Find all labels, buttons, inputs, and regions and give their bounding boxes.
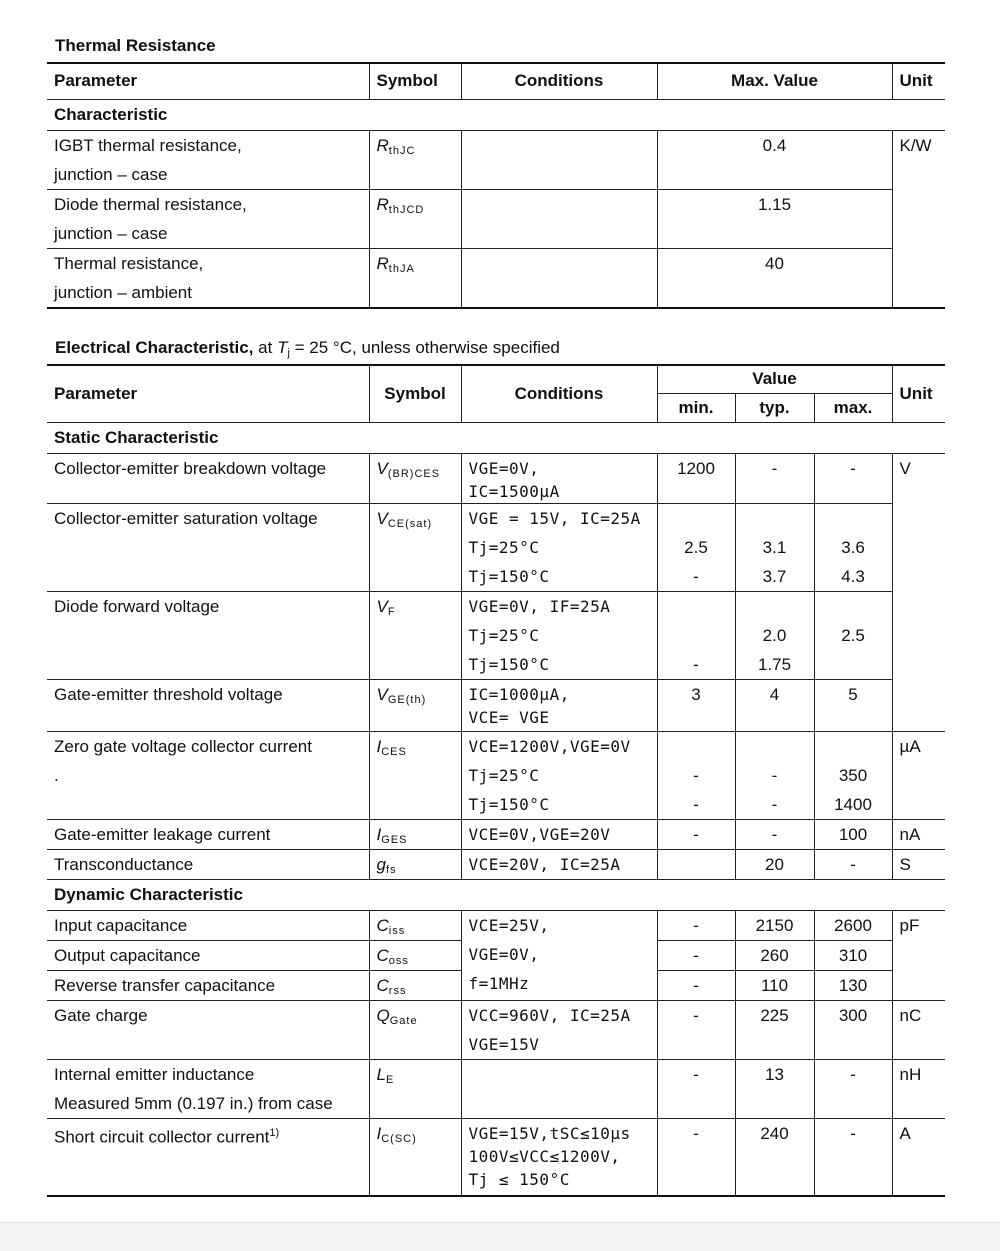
- unit-text: V: [899, 458, 911, 478]
- condition-text: IC=1500µA: [468, 481, 560, 501]
- unit-text: A: [899, 1123, 911, 1143]
- symbol-subscript: thJA: [388, 262, 415, 275]
- max-text: -: [850, 1064, 856, 1084]
- max-value-text: 40: [765, 253, 784, 273]
- unit-text: nC: [899, 1005, 922, 1025]
- header-conditions: Conditions: [461, 365, 657, 422]
- condition-text: VGE=0V, IF=25A: [468, 596, 611, 616]
- parameter-text: Measured 5mm (0.197 in.) from case: [54, 1093, 333, 1113]
- parameter-cell: [47, 189, 369, 248]
- condition-text: VCC=960V, IC=25A: [468, 1005, 631, 1025]
- min-text: -: [693, 945, 699, 965]
- max-text: -: [850, 1123, 856, 1143]
- symbol-text: R: [376, 253, 389, 273]
- unit-text: µA: [899, 736, 921, 756]
- symbol-subscript: CES: [381, 745, 407, 758]
- unit-text: K/W: [899, 135, 932, 155]
- max-value-text: 0.4: [762, 135, 787, 155]
- max-text: 3.6: [841, 537, 865, 557]
- max-cell: [814, 940, 892, 970]
- typ-text: 240: [760, 1123, 789, 1143]
- max-text: 310: [838, 945, 868, 965]
- max-cell: [814, 591, 892, 679]
- table-row: [47, 591, 945, 679]
- condition-text: VCE=1200V,VGE=0V: [468, 736, 631, 756]
- condition-text: VGE = 15V, IC=25A: [468, 508, 641, 528]
- conditions-cell: [461, 453, 657, 503]
- typ-cell: [735, 910, 814, 940]
- min-cell: [657, 1059, 735, 1118]
- condition-text: VCE=0V,VGE=20V: [468, 824, 611, 844]
- parameter-text: IGBT thermal resistance,: [54, 135, 242, 155]
- max-text: 2.5: [841, 625, 865, 645]
- header-value: Value: [657, 365, 892, 393]
- unit-text: nH: [899, 1064, 922, 1084]
- parameter-cell: [47, 248, 369, 308]
- parameter-cell: [47, 849, 369, 879]
- conditions-cell: [461, 819, 657, 849]
- parameter-text: junction – case: [54, 223, 168, 243]
- typ-text: 13: [765, 1064, 784, 1084]
- typ-text: 4: [769, 684, 780, 704]
- max-text: 1400: [834, 794, 872, 814]
- symbol-text: R: [376, 194, 389, 214]
- typ-text: -: [771, 458, 778, 478]
- header-conditions: Conditions: [461, 63, 657, 99]
- parameter-cell: [47, 1000, 369, 1059]
- symbol-text: C: [376, 915, 389, 935]
- min-text: -: [693, 566, 699, 586]
- condition-text: Tj=150°C: [468, 794, 550, 814]
- min-text: -: [693, 794, 699, 814]
- parameter-text: Collector-emitter breakdown voltage: [54, 458, 327, 478]
- symbol-cell: [369, 503, 461, 591]
- conditions-cell: [461, 1000, 657, 1059]
- symbol-subscript: Gate: [389, 1014, 418, 1027]
- unit-cell: [892, 453, 945, 731]
- condition-text: VCE=25V,: [468, 915, 550, 935]
- condition-text: f=1MHz: [468, 973, 530, 993]
- symbol-text: L: [376, 1064, 386, 1084]
- min-cell: [657, 940, 735, 970]
- table-row: [47, 189, 945, 248]
- parameter-cell: [47, 503, 369, 591]
- table-row: [47, 679, 945, 731]
- symbol-cell: [369, 248, 461, 308]
- condition-text: 100V≤VCC≤1200V,: [468, 1146, 621, 1166]
- conditions-cell: [461, 503, 657, 591]
- category-label: Characteristic: [54, 104, 168, 124]
- parameter-cell: [47, 731, 369, 819]
- condition-text: Tj=25°C: [468, 625, 540, 645]
- min-text: -: [693, 765, 699, 785]
- min-text: -: [693, 824, 699, 844]
- symbol-subscript: CE(sat): [387, 517, 433, 530]
- symbol-text: C: [376, 975, 389, 995]
- conditions-cell: [461, 1059, 657, 1118]
- parameter-text: junction – ambient: [54, 282, 192, 302]
- parameter-cell: [47, 970, 369, 1000]
- unit-text: pF: [899, 915, 920, 935]
- symbol-text: R: [376, 135, 389, 155]
- unit-cell: [892, 731, 945, 819]
- unit-cell: [892, 1000, 945, 1059]
- max-cell: [814, 910, 892, 940]
- symbol-text: V: [376, 458, 388, 478]
- category-row: [47, 879, 945, 910]
- parameter-cell: [47, 591, 369, 679]
- typ-text: -: [771, 794, 778, 814]
- min-text: -: [693, 1005, 699, 1025]
- parameter-text: junction – case: [54, 164, 168, 184]
- max-cell: [814, 1059, 892, 1118]
- unit-cell: [892, 849, 945, 879]
- symbol-subscript: iss: [388, 924, 406, 937]
- header-max-value: Max. Value: [657, 63, 892, 99]
- parameter-cell: [47, 819, 369, 849]
- parameter-text: Transconductance: [54, 854, 194, 874]
- unit-cell: [892, 819, 945, 849]
- symbol-subscript: F: [387, 605, 396, 618]
- max-cell: [814, 1000, 892, 1059]
- max-cell: [814, 970, 892, 1000]
- min-text: -: [693, 1123, 699, 1143]
- parameter-cell: [47, 940, 369, 970]
- typ-cell: [735, 591, 814, 679]
- symbol-cell: [369, 679, 461, 731]
- electrical-header-row: [47, 365, 945, 393]
- category-label: Static Characteristic: [54, 427, 219, 447]
- symbol-cell: [369, 1118, 461, 1196]
- parameter-cell: [47, 679, 369, 731]
- typ-text: -: [771, 765, 778, 785]
- min-cell: [657, 910, 735, 940]
- typ-text: 2.0: [762, 625, 787, 645]
- max-text: 300: [838, 1005, 868, 1025]
- condition-text: Tj=150°C: [468, 654, 550, 674]
- max-text: 350: [838, 765, 868, 785]
- title-tj-sub: j: [287, 347, 290, 359]
- parameter-cell: [47, 910, 369, 940]
- typ-cell: [735, 819, 814, 849]
- conditions-cell: [461, 1118, 657, 1196]
- condition-text: VGE=15V,tSC≤10µs: [468, 1123, 631, 1143]
- typ-cell: [735, 731, 814, 819]
- table-row: [47, 910, 945, 940]
- max-cell: [814, 1118, 892, 1196]
- parameter-text: Diode forward voltage: [54, 596, 220, 616]
- table-row: [47, 731, 945, 819]
- symbol-text: g: [376, 854, 386, 874]
- parameter-text: Short circuit collector current: [54, 1127, 270, 1147]
- condition-text: Tj=25°C: [468, 765, 540, 785]
- category-row: [47, 422, 945, 453]
- min-text: 2.5: [684, 537, 708, 557]
- parameter-cell: [47, 130, 369, 189]
- typ-cell: [735, 1000, 814, 1059]
- conditions-cell: [461, 591, 657, 679]
- symbol-cell: [369, 1000, 461, 1059]
- min-text: -: [693, 654, 699, 674]
- category-row: [47, 99, 945, 130]
- conditions-cell: [461, 731, 657, 819]
- thermal-section-title: Thermal Resistance: [55, 36, 216, 55]
- max-cell: [814, 503, 892, 591]
- parameter-cell: [47, 1118, 369, 1196]
- symbol-subscript: C(SC): [381, 1132, 417, 1145]
- typ-text: 1.75: [757, 654, 792, 674]
- max-text: 130: [838, 975, 868, 995]
- min-cell: [657, 503, 735, 591]
- symbol-subscript: oss: [388, 954, 409, 967]
- max-cell: [814, 453, 892, 503]
- parameter-text: Gate charge: [54, 1005, 148, 1025]
- min-cell: [657, 970, 735, 1000]
- thermal-header-row: [47, 63, 945, 99]
- min-cell: [657, 591, 735, 679]
- symbol-cell: [369, 849, 461, 879]
- conditions-cell: [461, 849, 657, 879]
- unit-cell: [892, 130, 945, 308]
- condition-text: VGE=0V,: [468, 944, 540, 964]
- parameter-text: Collector-emitter saturation voltage: [54, 508, 318, 528]
- electrical-section-title: [55, 338, 560, 359]
- min-text: 3: [691, 684, 701, 704]
- symbol-text: V: [376, 684, 388, 704]
- condition-text: IC=1000µA,: [468, 684, 570, 704]
- typ-text: -: [771, 824, 778, 844]
- typ-cell: [735, 940, 814, 970]
- table-row: [47, 1059, 945, 1118]
- symbol-text: I: [376, 736, 382, 756]
- typ-cell: [735, 503, 814, 591]
- max-text: 100: [838, 824, 868, 844]
- condition-text: VGE=0V,: [468, 458, 540, 478]
- symbol-cell: [369, 453, 461, 503]
- header-symbol: Symbol: [369, 365, 461, 422]
- min-text: -: [693, 915, 699, 935]
- parameter-text: Output capacitance: [54, 945, 201, 965]
- max-cell: [814, 849, 892, 879]
- symbol-subscript: thJCD: [388, 203, 425, 216]
- footnote-marker: 1): [269, 1126, 280, 1139]
- parameter-text: Diode thermal resistance,: [54, 194, 247, 214]
- symbol-subscript: GE(th): [387, 693, 427, 706]
- parameter-text: Internal emitter inductance: [54, 1064, 255, 1084]
- min-cell: [657, 1000, 735, 1059]
- conditions-cell: [461, 910, 657, 1000]
- unit-cell: [892, 910, 945, 1000]
- symbol-text: V: [376, 508, 388, 528]
- table-row: [47, 130, 945, 189]
- unit-text: nA: [899, 824, 921, 844]
- symbol-cell: [369, 940, 461, 970]
- header-max: max.: [814, 393, 892, 422]
- max-text: 2600: [834, 915, 872, 935]
- header-unit: Unit: [892, 365, 945, 422]
- symbol-cell: [369, 189, 461, 248]
- table-row: [47, 849, 945, 879]
- max-value-cell: [657, 189, 892, 248]
- min-text: -: [693, 1064, 699, 1084]
- table-row: [47, 819, 945, 849]
- parameter-text: .: [54, 765, 59, 785]
- symbol-subscript: thJC: [388, 144, 416, 157]
- conditions-cell: [461, 248, 657, 308]
- symbol-subscript: (BR)CES: [387, 467, 441, 480]
- typ-text: 3.7: [762, 566, 787, 586]
- min-cell: [657, 1118, 735, 1196]
- header-parameter: Parameter: [54, 71, 138, 91]
- unit-cell: [892, 1118, 945, 1196]
- symbol-cell: [369, 970, 461, 1000]
- min-cell: [657, 819, 735, 849]
- max-value-cell: [657, 248, 892, 308]
- min-cell: [657, 731, 735, 819]
- symbol-subscript: GES: [381, 833, 408, 846]
- thermal-table: [47, 62, 945, 309]
- table-row: [47, 248, 945, 308]
- typ-cell: [735, 849, 814, 879]
- unit-cell: [892, 1059, 945, 1118]
- title-bold: Electrical Characteristic,: [55, 338, 254, 357]
- header-min: min.: [657, 393, 735, 422]
- condition-text: Tj=25°C: [468, 537, 540, 557]
- conditions-cell: [461, 189, 657, 248]
- unit-text: S: [899, 854, 911, 874]
- min-cell: [657, 453, 735, 503]
- symbol-cell: [369, 591, 461, 679]
- header-unit: Unit: [892, 63, 945, 99]
- parameter-text: Thermal resistance,: [54, 253, 204, 273]
- condition-text: VCE= VGE: [468, 707, 550, 727]
- symbol-text: Q: [376, 1005, 390, 1025]
- parameter-cell: [47, 453, 369, 503]
- category-label: Dynamic Characteristic: [54, 884, 243, 904]
- parameter-text: Input capacitance: [54, 915, 188, 935]
- typ-cell: [735, 679, 814, 731]
- condition-text: Tj ≤ 150°C: [468, 1169, 570, 1189]
- parameter-cell: [47, 1059, 369, 1118]
- typ-text: 260: [760, 945, 789, 965]
- symbol-subscript: rss: [388, 984, 407, 997]
- max-text: 4.3: [841, 566, 865, 586]
- min-cell: [657, 849, 735, 879]
- title-text: = 25 °C, unless otherwise specified: [289, 338, 560, 357]
- conditions-cell: [461, 130, 657, 189]
- min-text: -: [693, 975, 699, 995]
- symbol-text: I: [376, 1123, 382, 1143]
- symbol-text: I: [376, 824, 382, 844]
- table-row: [47, 1118, 945, 1196]
- parameter-text: Zero gate voltage collector current: [54, 736, 312, 756]
- max-cell: [814, 679, 892, 731]
- table-row: [47, 1000, 945, 1059]
- symbol-subscript: E: [385, 1073, 395, 1086]
- symbol-cell: [369, 731, 461, 819]
- symbol-subscript: fs: [385, 863, 397, 876]
- typ-cell: [735, 1118, 814, 1196]
- symbol-cell: [369, 130, 461, 189]
- parameter-text: Gate-emitter leakage current: [54, 824, 271, 844]
- max-text: -: [850, 458, 856, 478]
- max-text: -: [850, 854, 856, 874]
- typ-text: 3.1: [762, 537, 787, 557]
- typ-cell: [735, 970, 814, 1000]
- symbol-text: C: [376, 945, 389, 965]
- symbol-text: V: [376, 596, 388, 616]
- typ-text: 110: [760, 975, 789, 995]
- table-row: [47, 503, 945, 591]
- condition-text: VGE=15V: [468, 1034, 540, 1054]
- typ-cell: [735, 453, 814, 503]
- max-text: 5: [848, 684, 858, 704]
- conditions-cell: [461, 679, 657, 731]
- electrical-table: [47, 364, 945, 1197]
- parameter-text: Reverse transfer capacitance: [54, 975, 276, 995]
- symbol-cell: [369, 819, 461, 849]
- min-cell: [657, 679, 735, 731]
- typ-cell: [735, 1059, 814, 1118]
- header-parameter: Parameter: [47, 365, 369, 422]
- min-text: 1200: [677, 458, 715, 478]
- symbol-cell: [369, 910, 461, 940]
- page-footer-bar: [0, 1222, 1000, 1251]
- parameter-text: Gate-emitter threshold voltage: [54, 684, 283, 704]
- typ-text: 225: [760, 1005, 789, 1025]
- symbol-cell: [369, 1059, 461, 1118]
- typ-text: 2150: [755, 915, 794, 935]
- typ-text: 20: [765, 854, 784, 874]
- condition-text: Tj=150°C: [468, 566, 550, 586]
- condition-text: VCE=20V, IC=25A: [468, 854, 621, 874]
- title-tj: T: [277, 338, 288, 357]
- header-symbol: Symbol: [369, 63, 461, 99]
- header-typ: typ.: [735, 393, 814, 422]
- table-row: [47, 453, 945, 503]
- max-value-text: 1.15: [757, 194, 792, 214]
- title-text: at: [253, 338, 278, 357]
- max-cell: [814, 731, 892, 819]
- max-cell: [814, 819, 892, 849]
- max-value-cell: [657, 130, 892, 189]
